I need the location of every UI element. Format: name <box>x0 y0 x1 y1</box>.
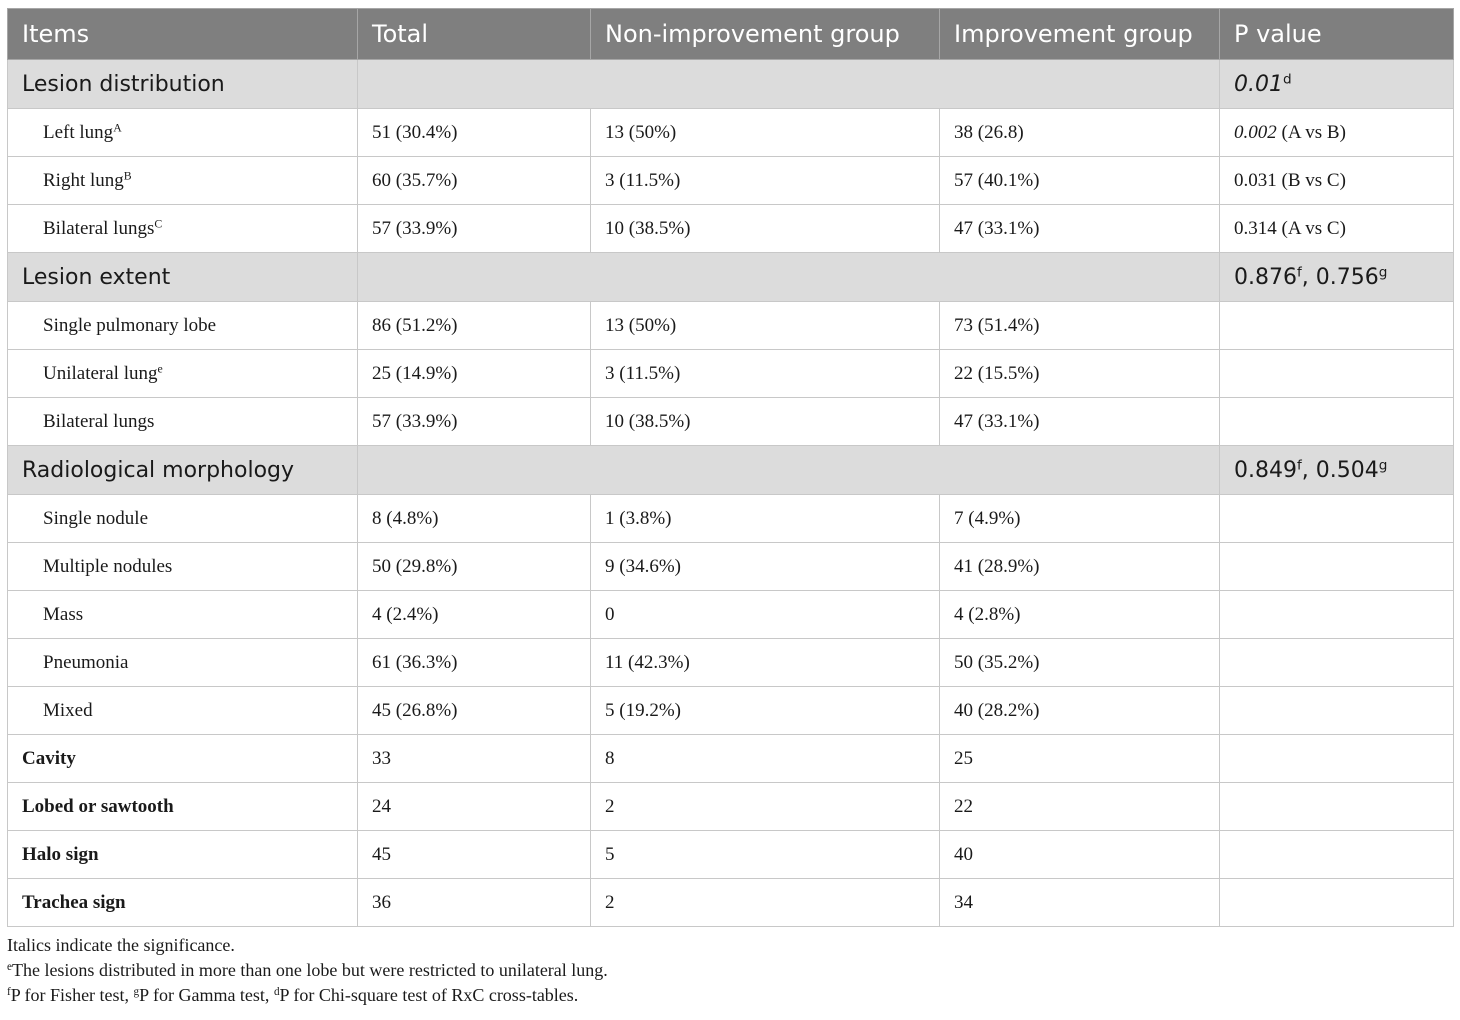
header-improvement: Improvement group <box>940 9 1220 60</box>
item-superscript: A <box>113 121 122 135</box>
row-p-value <box>1220 350 1454 398</box>
row-item: Trachea sign <box>8 879 358 927</box>
section-p-value: 0.876$^f$, 0.756$^g$ <box>1220 253 1454 302</box>
row-total: 57 (33.9%) <box>358 398 591 446</box>
row-total: 51 (30.4%) <box>358 109 591 157</box>
row-non-improvement: 9 (34.6%) <box>591 543 940 591</box>
table-row <box>8 687 1454 735</box>
row-p-value <box>1220 398 1454 446</box>
table-row <box>8 879 1454 927</box>
row-p-value <box>1220 879 1454 927</box>
row-non-improvement: 1 (3.8%) <box>591 495 940 543</box>
row-p-value <box>1220 687 1454 735</box>
section-empty <box>358 446 1220 495</box>
row-p-value <box>1220 543 1454 591</box>
footnote-italics: Italics indicate the significance. <box>7 935 235 955</box>
row-item: Lobed or sawtooth <box>8 783 358 831</box>
row-item: Cavity <box>8 735 358 783</box>
row-p-value <box>1220 783 1454 831</box>
row-improvement: 22 <box>940 783 1220 831</box>
row-p-value <box>1220 302 1454 350</box>
row-non-improvement: 11 (42.3%) <box>591 639 940 687</box>
table-row <box>8 495 1454 543</box>
row-item: Mass <box>8 591 358 639</box>
row-total: 45 (26.8%) <box>358 687 591 735</box>
section-radiological-morphology <box>8 446 1454 495</box>
row-improvement: 57 (40.1%) <box>940 157 1220 205</box>
section-lesion-distribution <box>8 60 1454 109</box>
table-row <box>8 639 1454 687</box>
row-non-improvement: 13 (50%) <box>591 109 940 157</box>
row-total: 36 <box>358 879 591 927</box>
section-p-value <box>1220 60 1454 109</box>
table-row <box>8 205 1454 253</box>
row-item: Right lung$^B$ <box>8 157 358 205</box>
table-row <box>8 543 1454 591</box>
row-p-value <box>1220 591 1454 639</box>
row-item: Multiple nodules <box>8 543 358 591</box>
row-p-value <box>1220 639 1454 687</box>
row-p-value <box>1220 831 1454 879</box>
row-item: Halo sign <box>8 831 358 879</box>
row-item: Bilateral lungs$^C$ <box>8 205 358 253</box>
table-row <box>8 591 1454 639</box>
row-item: Left lung$^A$ <box>8 109 358 157</box>
row-non-improvement: 10 (38.5%) <box>591 205 940 253</box>
row-item: Bilateral lungs <box>8 398 358 446</box>
row-non-improvement: 3 (11.5%) <box>591 350 940 398</box>
item-superscript: B <box>123 169 132 183</box>
p-value: 0.01 <box>1234 71 1283 97</box>
row-improvement: 40 <box>940 831 1220 879</box>
row-improvement: 38 (26.8) <box>940 109 1220 157</box>
results-table <box>7 8 1454 927</box>
row-improvement: 47 (33.1%) <box>940 398 1220 446</box>
header-non-improvement: Non-improvement group <box>591 9 940 60</box>
row-p-value <box>1220 735 1454 783</box>
table-row <box>8 109 1454 157</box>
row-item: Mixed <box>8 687 358 735</box>
row-improvement: 22 (15.5%) <box>940 350 1220 398</box>
row-non-improvement: 13 (50%) <box>591 302 940 350</box>
row-non-improvement: 3 (11.5%) <box>591 157 940 205</box>
row-improvement: 7 (4.9%) <box>940 495 1220 543</box>
header-items: Items <box>8 9 358 60</box>
row-improvement: 50 (35.2%) <box>940 639 1220 687</box>
row-improvement: 40 (28.2%) <box>940 687 1220 735</box>
item-superscript: e <box>157 362 163 376</box>
row-total: 4 (2.4%) <box>358 591 591 639</box>
row-improvement: 25 <box>940 735 1220 783</box>
row-non-improvement: 2 <box>591 783 940 831</box>
header-p-value: P value <box>1220 9 1454 60</box>
row-item: Pneumonia <box>8 639 358 687</box>
footnote-tests: $^f$P for Fisher test, $^g$P for Gamma test, $^d$P for Chi-square test of RxC cross-tables. <box>7 985 579 1005</box>
header-total: Total <box>358 9 591 60</box>
row-item: Single nodule <box>8 495 358 543</box>
footnote-e: $^e$The lesions distributed in more than one lobe but were restricted to unilateral lung. <box>7 960 608 980</box>
row-improvement: 47 (33.1%) <box>940 205 1220 253</box>
row-total: 24 <box>358 783 591 831</box>
header-row <box>8 9 1454 60</box>
table-row <box>8 157 1454 205</box>
row-improvement: 34 <box>940 879 1220 927</box>
table-row <box>8 831 1454 879</box>
row-total: 61 (36.3%) <box>358 639 591 687</box>
table-row <box>8 783 1454 831</box>
table-row <box>8 350 1454 398</box>
row-p-value <box>1220 109 1454 157</box>
row-non-improvement: 5 (19.2%) <box>591 687 940 735</box>
table-row <box>8 735 1454 783</box>
row-total: 57 (33.9%) <box>358 205 591 253</box>
row-improvement: 41 (28.9%) <box>940 543 1220 591</box>
row-total: 45 <box>358 831 591 879</box>
table-row <box>8 302 1454 350</box>
section-empty <box>358 253 1220 302</box>
row-non-improvement: 2 <box>591 879 940 927</box>
row-total: 60 (35.7%) <box>358 157 591 205</box>
row-total: 86 (51.2%) <box>358 302 591 350</box>
section-empty <box>358 60 1220 109</box>
p-superscript: d <box>1282 71 1292 87</box>
row-p-value: 0.314 (A vs C) <box>1220 205 1454 253</box>
row-total: 50 (29.8%) <box>358 543 591 591</box>
row-non-improvement: 0 <box>591 591 940 639</box>
row-item: Unilateral lung$^e$ <box>8 350 358 398</box>
section-label: Lesion extent <box>8 253 358 302</box>
section-label: Radiological morphology <box>8 446 358 495</box>
section-label: Lesion distribution <box>8 60 358 109</box>
table-page <box>7 8 1453 1008</box>
row-total: 25 (14.9%) <box>358 350 591 398</box>
row-non-improvement: 5 <box>591 831 940 879</box>
row-p-value: 0.031 (B vs C) <box>1220 157 1454 205</box>
item-superscript: C <box>154 217 163 231</box>
table-footnotes <box>7 933 1453 1008</box>
row-non-improvement: 8 <box>591 735 940 783</box>
section-lesion-extent <box>8 253 1454 302</box>
row-item: Single pulmonary lobe <box>8 302 358 350</box>
row-total: 33 <box>358 735 591 783</box>
section-p-value: 0.849$^f$, 0.504$^g$ <box>1220 446 1454 495</box>
table-row <box>8 398 1454 446</box>
row-p-value <box>1220 495 1454 543</box>
row-improvement: 4 (2.8%) <box>940 591 1220 639</box>
p-note: (A vs B) <box>1276 121 1346 143</box>
row-improvement: 73 (51.4%) <box>940 302 1220 350</box>
row-total: 8 (4.8%) <box>358 495 591 543</box>
significant-p: 0.002 <box>1234 121 1277 143</box>
row-non-improvement: 10 (38.5%) <box>591 398 940 446</box>
